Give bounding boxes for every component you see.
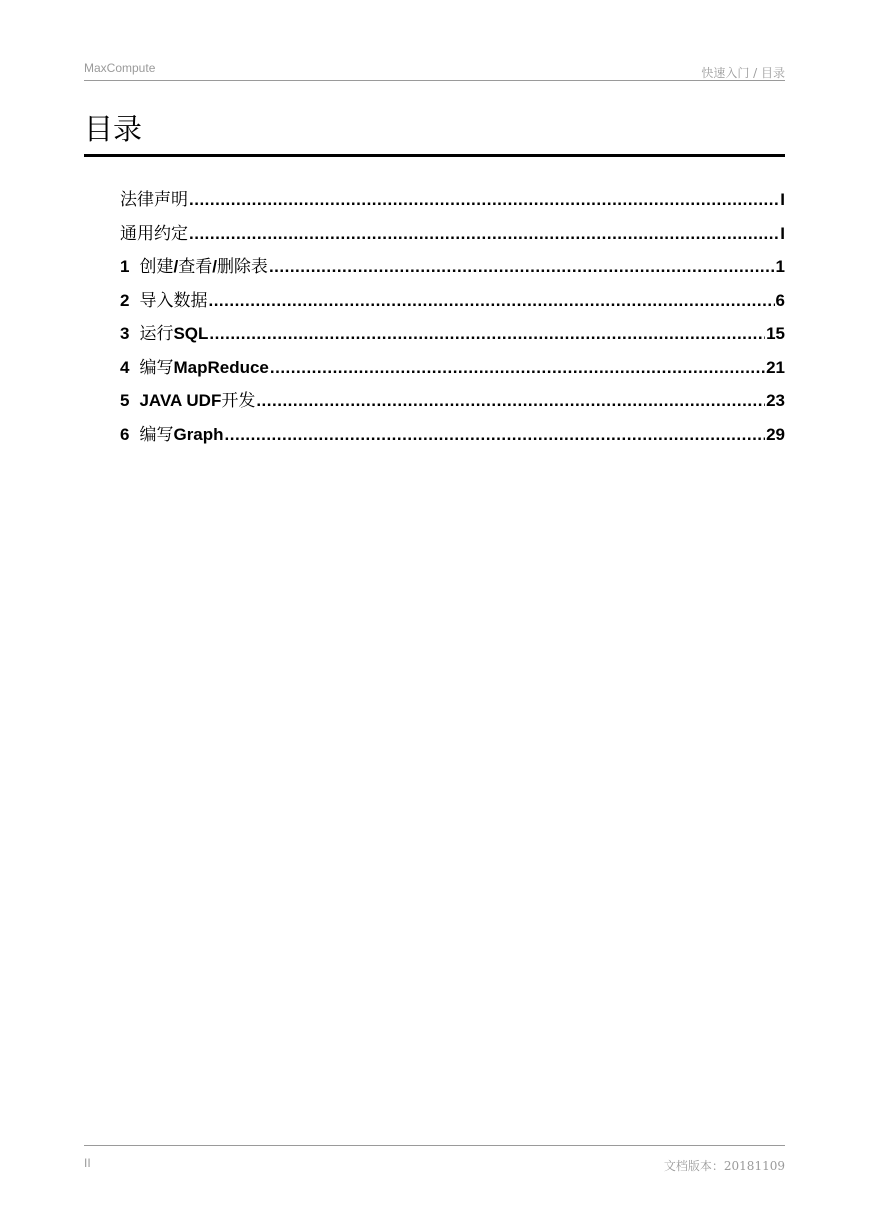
page-footer bbox=[84, 1145, 785, 1173]
toc-entry[interactable] bbox=[120, 252, 785, 286]
header-product-name: MaxCompute bbox=[84, 61, 156, 75]
toc-dot-leader bbox=[269, 257, 775, 277]
toc-entry[interactable] bbox=[120, 185, 785, 219]
toc-entry-label[interactable]: 通用约定 bbox=[120, 223, 188, 244]
toc-entry-number: 4 bbox=[120, 357, 130, 377]
toc-entry[interactable] bbox=[120, 420, 785, 454]
toc-entry-label[interactable]: 法律声明 bbox=[120, 190, 188, 210]
toc-dot-leader bbox=[189, 224, 779, 244]
toc-entry-label[interactable]: 创建/查看/删除表 bbox=[139, 257, 268, 277]
toc-dot-leader bbox=[225, 425, 766, 445]
toc-entry-page[interactable]: I bbox=[780, 190, 785, 209]
toc-dot-leader bbox=[189, 190, 779, 210]
toc-entry-page[interactable]: 6 bbox=[775, 290, 785, 310]
table-of-contents bbox=[120, 185, 785, 453]
toc-entry-page[interactable]: 1 bbox=[775, 257, 785, 276]
toc-entry-number: 2 bbox=[120, 290, 130, 310]
footer-version: 文档版本：20181109 bbox=[663, 1159, 785, 1173]
page-header bbox=[84, 60, 785, 81]
toc-entry-number: 6 bbox=[120, 424, 130, 444]
toc-entry-label[interactable]: 导入数据 bbox=[139, 290, 208, 311]
header-breadcrumb: 快速入门 / 目录 bbox=[701, 66, 785, 80]
toc-entry-page[interactable]: I bbox=[780, 223, 785, 243]
footer-page-number: II bbox=[84, 1156, 91, 1170]
toc-entry-label[interactable]: 编写Graph bbox=[139, 424, 224, 445]
toc-entry-number: 5 bbox=[120, 391, 130, 410]
toc-entry-page[interactable]: 15 bbox=[766, 324, 785, 343]
toc-dot-leader bbox=[208, 291, 774, 311]
toc-entry[interactable] bbox=[120, 353, 785, 387]
toc-entry[interactable] bbox=[120, 219, 785, 253]
toc-entry-page[interactable]: 23 bbox=[766, 391, 785, 410]
toc-entry[interactable] bbox=[120, 286, 785, 320]
toc-entry-page[interactable]: 29 bbox=[766, 424, 785, 444]
toc-entry-number: 1 bbox=[120, 257, 130, 276]
title-divider bbox=[84, 154, 785, 157]
toc-entry-page[interactable]: 21 bbox=[766, 357, 785, 377]
page-title: 目录 bbox=[84, 112, 143, 146]
toc-entry-number: 3 bbox=[120, 324, 130, 343]
toc-dot-leader bbox=[256, 391, 765, 411]
toc-entry-label[interactable]: 编写MapReduce bbox=[139, 357, 269, 378]
toc-entry[interactable] bbox=[120, 386, 785, 420]
toc-entry[interactable] bbox=[120, 319, 785, 353]
toc-dot-leader bbox=[270, 358, 765, 378]
toc-dot-leader bbox=[209, 324, 765, 344]
toc-entry-label[interactable]: JAVA UDF开发 bbox=[139, 391, 256, 411]
toc-entry-label[interactable]: 运行SQL bbox=[139, 324, 209, 344]
